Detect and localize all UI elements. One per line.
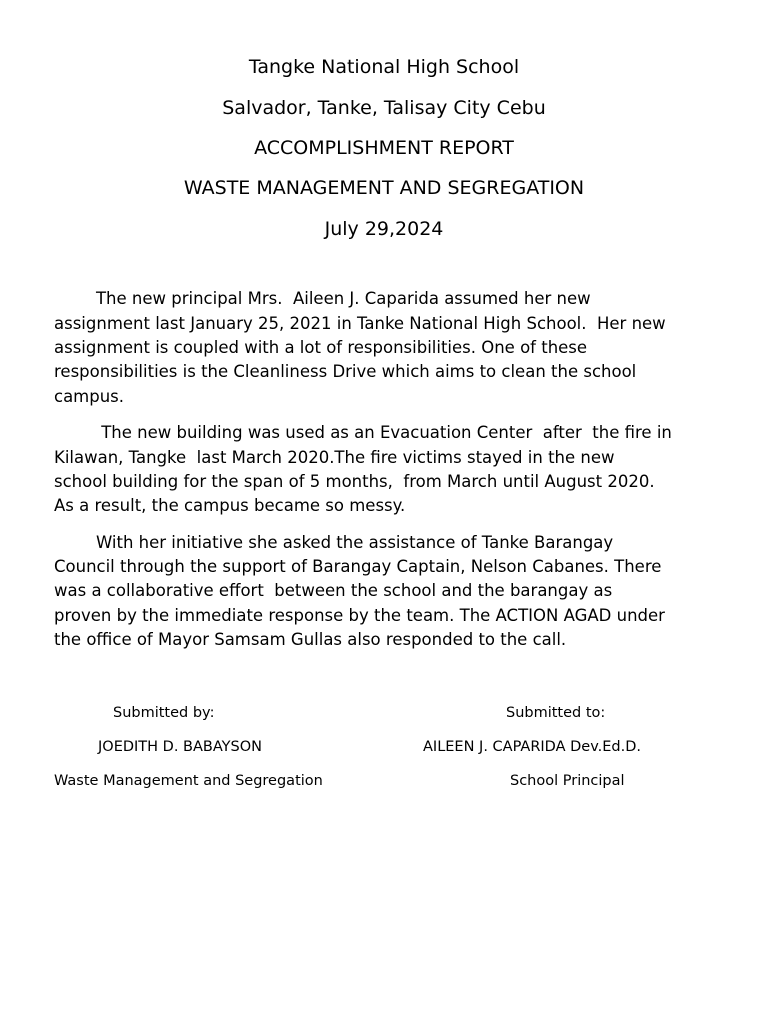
paragraph-1-line: campus. [54,387,125,406]
submitted-to-label: Submitted to: [506,705,606,721]
paragraph-3-line: the office of Mayor Samsam Gullas also responded to the call. [54,630,567,649]
school-address: Salvador, Tanke, Talisay City Cebu [222,97,546,119]
paragraph-1-line: The new principal Mrs. Aileen J. Caparida assumed her new [54,289,591,308]
report-subject: WASTE MANAGEMENT AND SEGREGATION [183,177,585,199]
paragraph-1-line: assignment last January 25, 2021 in Tanke National High School. Her new [54,314,666,333]
paragraph-3-line: Council through the support of Barangay Captain, Nelson Cabanes. There [54,557,662,576]
paragraph-1-line: assignment is coupled with a lot of responsibilities. One of these [54,338,588,357]
submitted-by-name: JOEDITH D. BABAYSON [98,739,262,755]
paragraph-3-line: With her initiative she asked the assistance of Tanke Barangay [54,533,614,552]
submitted-to-name: AILEEN J. CAPARIDA Dev.Ed.D. [423,739,642,755]
paragraph-3-line: proven by the immediate response by the team. The ACTION AGAD under [54,606,665,625]
paragraph-1-line: responsibilities is the Cleanliness Drive which aims to clean the school [54,362,637,381]
paragraph-2-line: The new building was used as an Evacuation Center after the fire in [54,423,672,442]
submitted-to-title: School Principal [510,773,625,789]
submitted-by-label: Submitted by: [113,705,215,721]
report-type: ACCOMPLISHMENT REPORT [254,137,514,159]
paragraph-3-line: was a collaborative effort between the school and the barangay as [54,581,613,600]
paragraph-2-line: school building for the span of 5 months, from March until August 2020. [54,472,655,491]
paragraph-2-line: As a result, the campus became so messy. [54,496,406,515]
report-date: July 29,2024 [324,218,444,240]
paragraph-2-line: Kilawan, Tangke last March 2020.The fire victims stayed in the new [54,448,615,467]
submitted-by-title: Waste Management and Segregation [54,773,323,789]
school-name: Tangke National High School [248,56,520,78]
